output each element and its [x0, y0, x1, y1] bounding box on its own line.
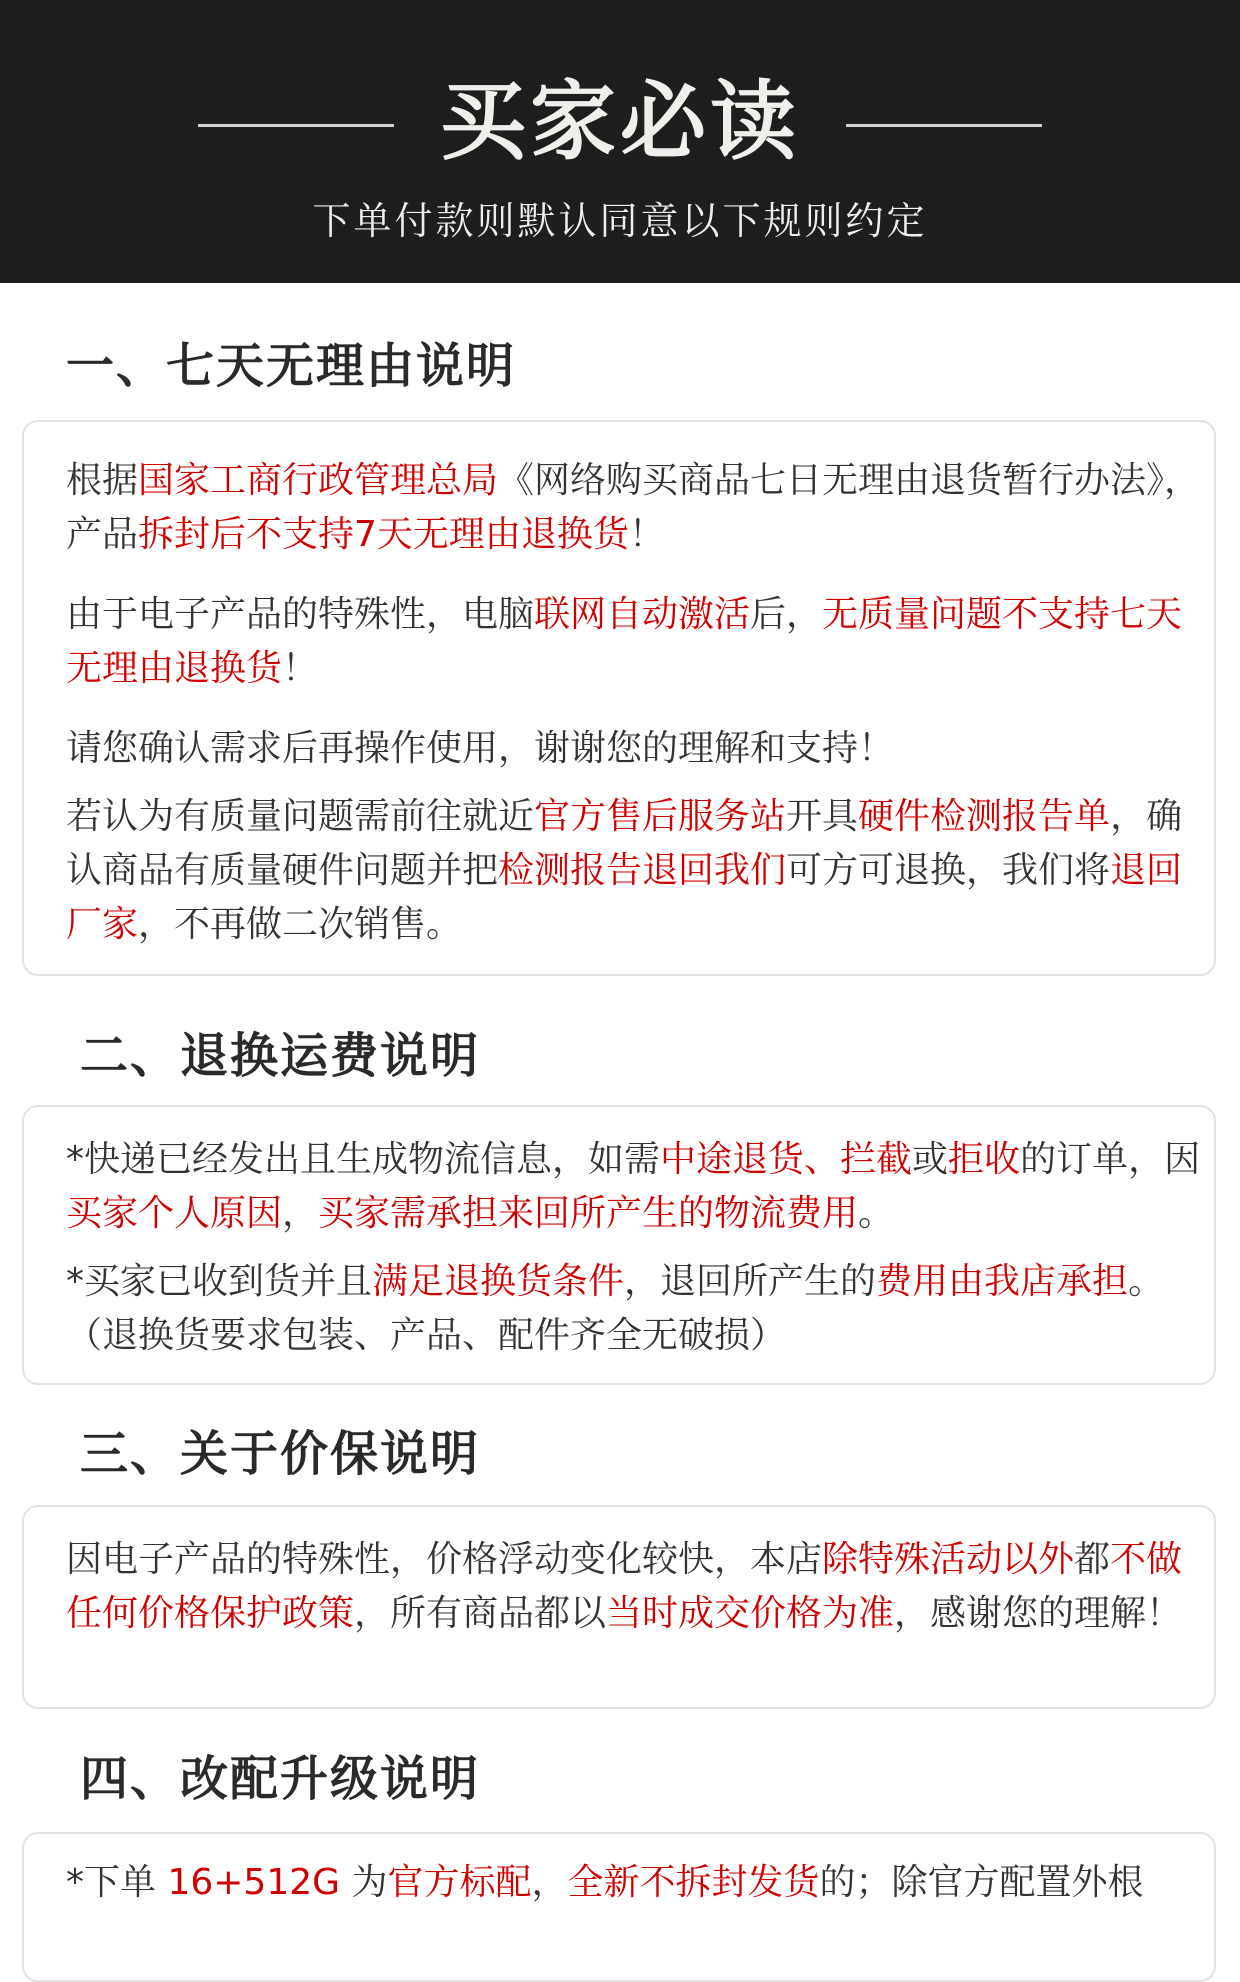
section-paragraph: [66, 1133, 1206, 1241]
highlight-text: 当时成交价格为准: [606, 1593, 895, 1634]
body-text: 《网络购买商品七日无理由退货暂行办法》，产品: [66, 460, 1201, 555]
highlight-text: 费用由我店承担: [876, 1261, 1129, 1302]
body-text: 若认为有质量问题需前往就近: [66, 796, 535, 837]
page-title: 买家必读: [440, 72, 800, 172]
highlight-text: 联网自动激活: [534, 594, 751, 635]
body-text: ，不再做二次销售。: [138, 904, 463, 945]
section-box-return-shipping: [22, 1105, 1216, 1385]
highlight-text: 全新不拆封发货: [567, 1862, 820, 1903]
highlight-text: 退回厂家: [66, 850, 1183, 945]
body-text: ，所有商品都以: [354, 1593, 607, 1634]
body-text: *下单: [66, 1862, 168, 1903]
page-header: [0, 0, 1240, 283]
highlight-text: 买家需承担来回所产生的物流费用: [318, 1193, 859, 1234]
highlight-text: 无质量问题不支持七天无理由退换货: [66, 594, 1183, 689]
section-paragraph: [66, 1856, 1206, 1910]
section-paragraph: [66, 1255, 1206, 1363]
body-text: ，感谢您的理解！: [894, 1593, 1183, 1634]
body-text: *买家已收到货并且: [66, 1261, 373, 1302]
body-text: 请您确认需求后再操作使用，谢谢您的理解和支持！: [66, 728, 895, 769]
section-title-upgrade: 四、改配升级说明: [80, 1751, 481, 1807]
body-text: 的；除官方配置外根: [819, 1862, 1144, 1903]
body-text: ！: [282, 648, 319, 689]
section-box-upgrade: [22, 1832, 1216, 1982]
highlight-text: 中途退货、拦截: [660, 1139, 913, 1180]
section-box-seven-day-return: [22, 420, 1216, 976]
highlight-text: 硬件检测报告单: [858, 796, 1111, 837]
body-text: 开具: [786, 796, 859, 837]
section-title-price-protection: 三、关于价保说明: [80, 1426, 481, 1482]
body-text: 后，: [750, 594, 823, 635]
section-box-price-protection: [22, 1505, 1216, 1709]
section-title-return-shipping: 二、退换运费说明: [80, 1028, 481, 1084]
highlight-text: 不做任何价格保护政策: [66, 1539, 1183, 1634]
section-paragraph: [66, 454, 1206, 562]
highlight-text: 国家工商行政管理总局: [138, 460, 499, 501]
section-paragraph: [66, 588, 1206, 696]
section-title-seven-day-return: 一、七天无理由说明: [66, 338, 517, 394]
highlight-text: 官方售后服务站: [534, 796, 787, 837]
header-divider-right: [846, 124, 1042, 127]
section-paragraph: [66, 722, 1206, 776]
body-text: 。（退换货要求包装、产品、配件齐全无破损）: [66, 1261, 1165, 1356]
highlight-text: 拒收: [948, 1139, 1021, 1180]
highlight-text: 拆封后不支持7天无理由退换货: [138, 514, 629, 555]
body-text: 由于电子产品的特殊性，电脑: [66, 594, 535, 635]
body-text: 的订单，因: [1020, 1139, 1201, 1180]
body-text: 或: [912, 1139, 949, 1180]
body-text: 根据: [66, 460, 139, 501]
body-text: ，: [531, 1862, 568, 1903]
body-text: ，退回所产生的: [624, 1261, 877, 1302]
body-text: ，确认商品有质量硬件问题并把: [66, 796, 1183, 891]
highlight-text: 检测报告退回我们: [498, 850, 787, 891]
body-text: 可方可退换，我们将: [786, 850, 1111, 891]
section-paragraph: [66, 790, 1206, 952]
highlight-text: 16+512G: [167, 1862, 341, 1903]
body-text: 因电子产品的特殊性，价格浮动变化较快，本店: [66, 1539, 823, 1580]
body-text: 。: [858, 1193, 895, 1234]
highlight-text: 除特殊活动以外: [822, 1539, 1075, 1580]
section-paragraph: [66, 1533, 1206, 1641]
body-text: 都: [1074, 1539, 1111, 1580]
highlight-text: 官方标配: [387, 1862, 532, 1903]
body-text: 为: [340, 1862, 388, 1903]
highlight-text: 满足退换货条件: [372, 1261, 625, 1302]
body-text: *快递已经发出且生成物流信息，如需: [66, 1139, 661, 1180]
body-text: ，: [282, 1193, 319, 1234]
highlight-text: 买家个人原因: [66, 1193, 283, 1234]
page-subtitle: 下单付款则默认同意以下规则约定: [312, 199, 928, 243]
body-text: ！: [628, 514, 665, 555]
